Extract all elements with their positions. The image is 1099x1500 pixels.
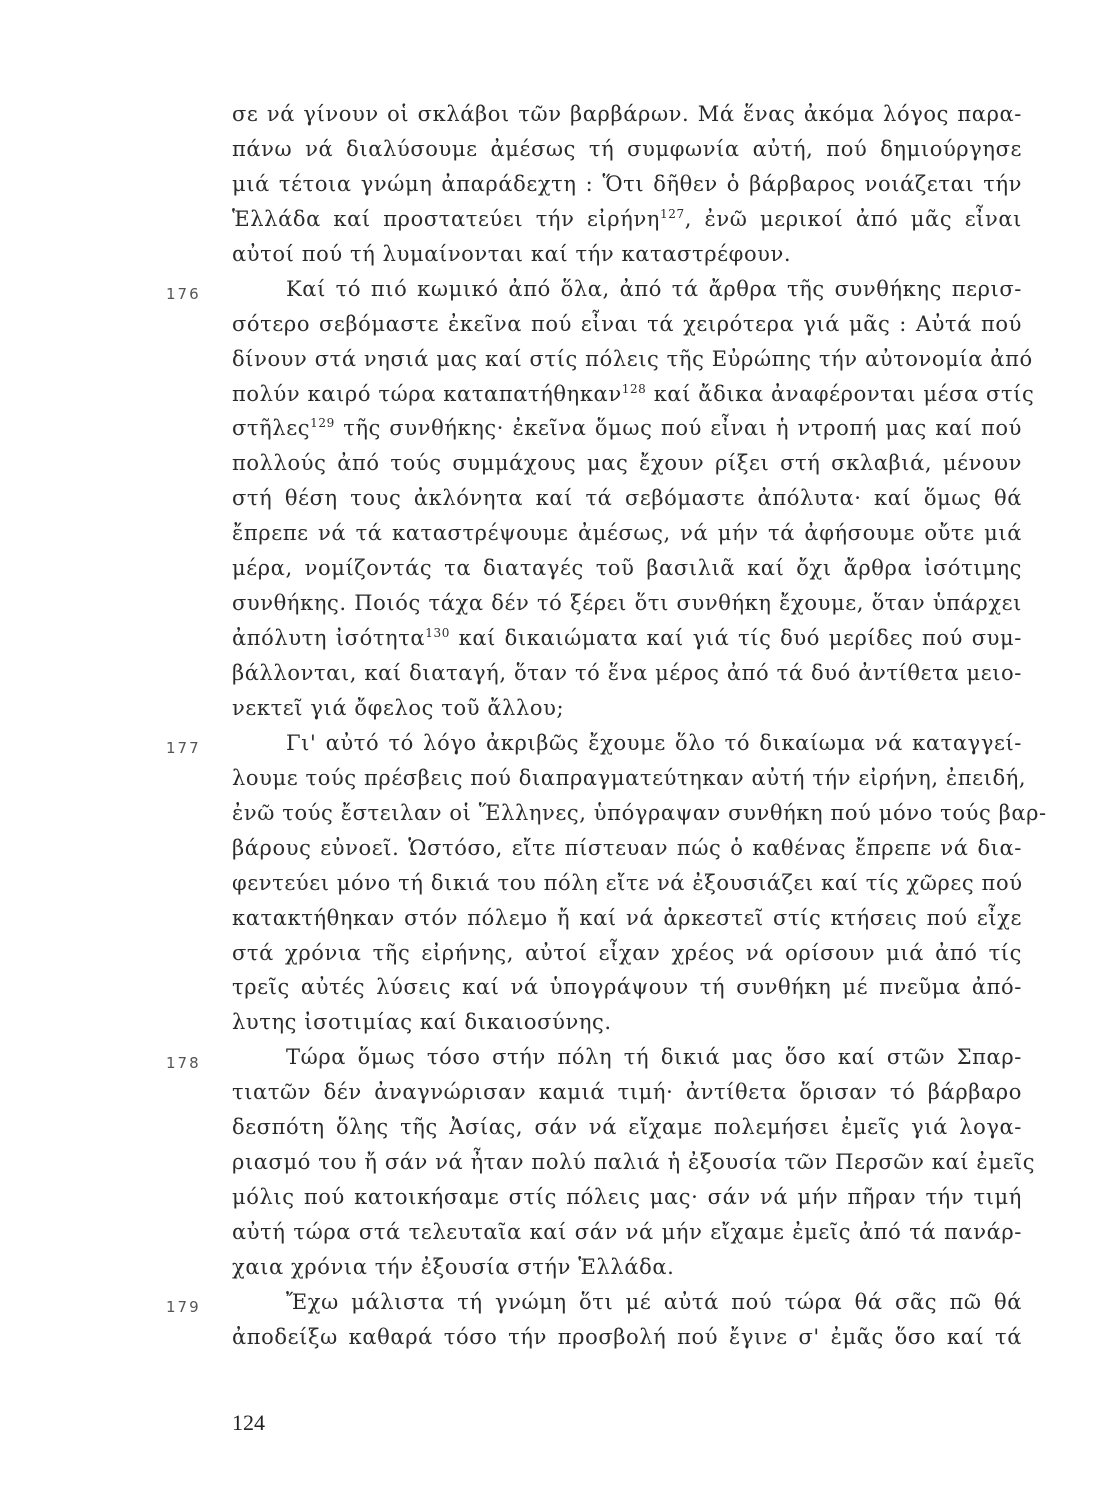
section-number: 176: [166, 285, 201, 303]
text-line: φεντεύει μόνο τή δικιά του πόλη εἴτε νά ἐξουσιάζει καί τίς χῶρες πού: [232, 870, 1023, 895]
text-line: μιά τέτοια γνώμη ἀπαράδεχτη : Ὅτι δῆθεν ὁ βάρβαρος νοιάζεται τήν: [232, 171, 1022, 196]
text-line: λυτης ἰσοτιμίας καί δικαιοσύνης.: [232, 1010, 612, 1035]
section-number: 177: [166, 739, 201, 757]
footnote-marker: 127: [660, 206, 685, 221]
text-line: πολλούς ἀπό τούς συμμάχους μας ἔχουν ρίξει στή σκλαβιά, μένουν: [232, 451, 1022, 476]
footnote-marker: 129: [310, 416, 335, 431]
text-line: συνθήκης. Ποιός τάχα δέν τό ξέρει ὅτι συνθήκη ἔχουμε, ὅταν ὑπάρχει: [232, 591, 1022, 616]
text-line: Ἑλλάδα καί προστατεύει τήν εἰρήνη$^{127}$, ἐνῶ μερικοί ἀπό μᾶς εἶναι: [232, 206, 1022, 231]
text-line: λουμε τούς πρέσβεις πού διαπραγματεύτηκαν αὐτή τήν εἰρήνη, ἐπειδή,: [232, 765, 1027, 790]
paragraph-start-line: Γι' αὐτό τό λόγο ἀκριβῶς ἔχουμε ὅλο τό δικαίωμα νά καταγγεί-: [286, 730, 1022, 755]
text-line: στῆλες$^{129}$ τῆς συνθήκης· ἐκεῖνα ὅμως πού εἶναι ἡ ντροπή μας καί πού: [232, 416, 1022, 441]
text-line: τιατῶν δέν ἀναγνώρισαν καμιά τιμή· ἀντίθετα ὅρισαν τό βάρβαρο: [232, 1080, 1022, 1105]
paragraph-start-line: Τώρα ὅμως τόσο στήν πόλη τή δικιά μας ὅσο καί στῶν Σπαρ-: [286, 1045, 1022, 1070]
text-line: χαια χρόνια τήν ἐξουσία στήν Ἑλλάδα.: [232, 1254, 675, 1279]
paragraph-start-line: Ἔχω μάλιστα τή γνώμη ὅτι μέ αὐτά πού τώρα θά σᾶς πῶ θά: [286, 1289, 1022, 1314]
text-line: βάρους εὐνοεῖ. Ὡστόσο, εἴτε πίστευαν πώς ὁ καθένας ἔπρεπε νά δια-: [232, 835, 1022, 860]
text-line: στή θέση τους ἀκλόνητα καί τά σεβόμαστε ἀπόλυτα· καί ὅμως θά: [232, 486, 1022, 511]
text-line: αὐτοί πού τή λυμαίνονται καί τήν καταστρέφουν.: [232, 241, 792, 266]
text-line: πάνω νά διαλύσουμε ἀμέσως τή συμφωνία αὐτή, πού δημιούργησε: [232, 136, 1022, 161]
text-line: κατακτήθηκαν στόν πόλεμο ἤ καί νά ἀρκεστεῖ στίς κτήσεις πού εἶχε: [232, 905, 1022, 930]
footnote-marker: 130: [425, 626, 450, 641]
text-line: ἐνῶ τούς ἔστειλαν οἱ Ἕλληνες, ὑπόγραψαν συνθήκη πού μόνο τούς βαρ-: [232, 800, 1047, 825]
page-number: 124: [232, 1410, 265, 1435]
text-line: σε νά γίνουν οἱ σκλάβοι τῶν βαρβάρων. Μά ἕνας ἀκόμα λόγος παρα-: [232, 102, 1022, 126]
text-line: ἀπόλυτη ἰσότητα$^{130}$ καί δικαιώματα καί γιά τίς δυό μερίδες πού συμ-: [232, 626, 1022, 651]
text-line: στά χρόνια τῆς εἰρήνης, αὐτοί εἶχαν χρέος νά ορίσουν μιά ἀπό τίς: [232, 940, 1022, 965]
text-line: ριασμό του ἤ σάν νά ἦταν πολύ παλιά ἡ ἐξουσία τῶν Περσῶν καί ἐμεῖς: [232, 1150, 1036, 1175]
text-line: ἀποδείξω καθαρά τόσο τήν προσβολή πού ἔγινε σ' ἐμᾶς ὅσο καί τά: [232, 1324, 1022, 1349]
text-line: νεκτεῖ γιά ὄφελος τοῦ ἄλλου;: [232, 695, 565, 720]
text-line: ἔπρεπε νά τά καταστρέψουμε ἀμέσως, νά μήν τά ἀφήσουμε οὔτε μιά: [232, 521, 1022, 546]
text-line: δίνουν στά νησιά μας καί στίς πόλεις τῆς Εὐρώπης τήν αὐτονομία ἀπό: [232, 346, 1033, 371]
text-line: αὐτή τώρα στά τελευταῖα καί σάν νά μήν εἴχαμε ἐμεῖς ἀπό τά πανάρ-: [232, 1220, 1022, 1244]
text-line: μόλις πού κατοικήσαμε στίς πόλεις μας· σάν νά μήν πῆραν τήν τιμή: [232, 1185, 1022, 1210]
text-line: σότερο σεβόμαστε ἐκεῖνα πού εἶναι τά χειρότερα γιά μᾶς : Αὐτά πού: [232, 311, 1022, 336]
paragraph-start-line: Καί τό πιό κωμικό ἀπό ὅλα, ἀπό τά ἄρθρα τῆς συνθήκης περισ-: [286, 276, 1022, 301]
footnote-marker: 128: [621, 381, 647, 396]
section-number: 178: [166, 1054, 201, 1072]
text-line: μέρα, νομίζοντάς τα διαταγές τοῦ βασιλιᾶ καί ὄχι ἄρθρα ἰσότιμης: [232, 556, 1022, 581]
text-line: τρεῖς αὐτές λύσεις καί νά ὑπογράψουν τή συνθήκη μέ πνεῦμα ἀπό-: [232, 975, 1022, 1000]
text-line: πολύν καιρό τώρα καταπατήθηκαν$^{128}$ καί ἄδικα ἀναφέρονται μέσα στίς: [232, 381, 1035, 406]
text-line: βάλλονται, καί διαταγή, ὅταν τό ἕνα μέρος ἀπό τά δυό ἀντίθετα μειο-: [232, 661, 1022, 685]
body-text: [232, 97, 1047, 1355]
text-line: δεσπότη ὅλης τῆς Ἀσίας, σάν νά εἴχαμε πολεμήσει ἐμεῖς γιά λογα-: [232, 1115, 1022, 1140]
section-number: 179: [166, 1298, 201, 1316]
